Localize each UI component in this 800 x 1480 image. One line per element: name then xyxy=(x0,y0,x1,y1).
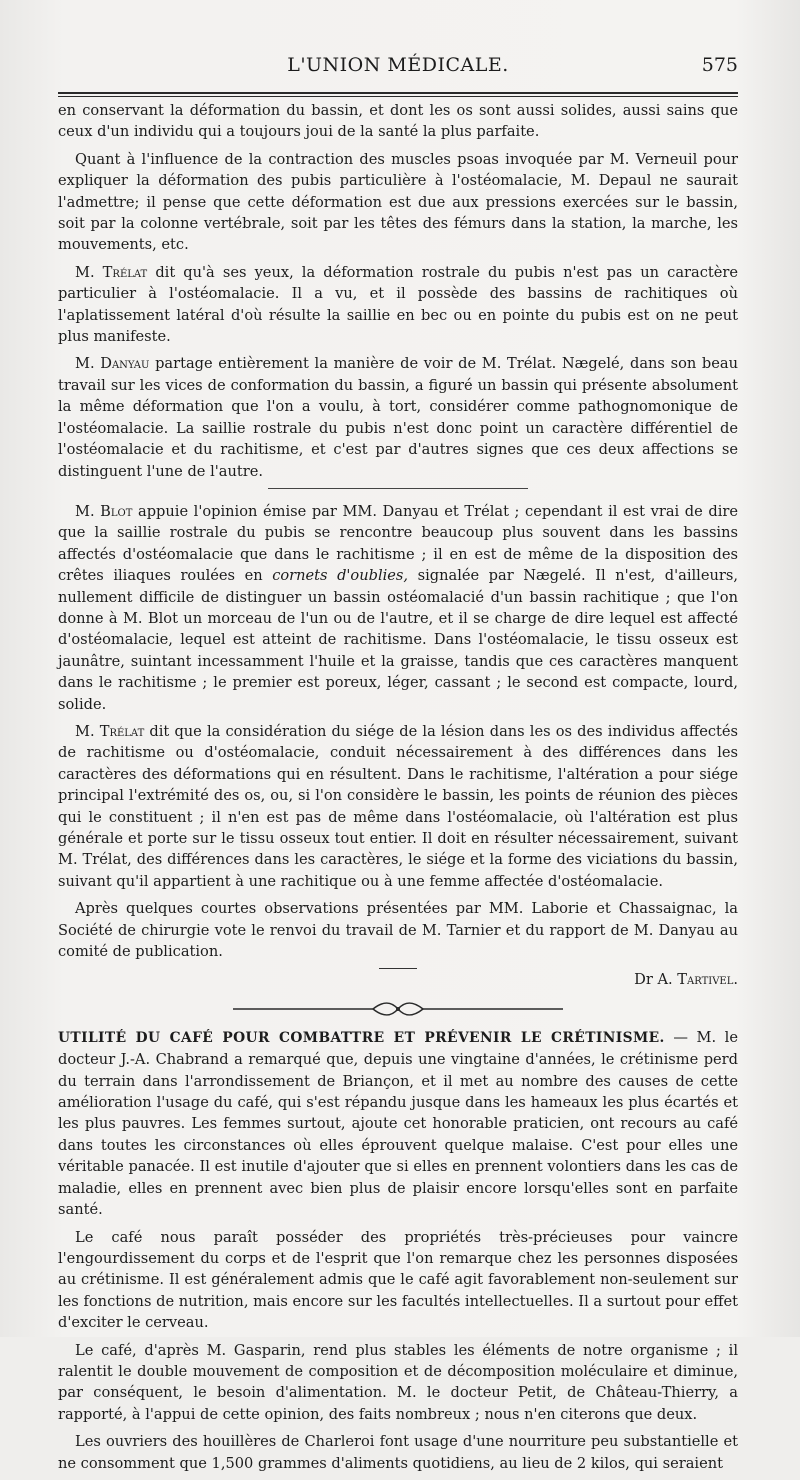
italic-term: cornets d'oublies, xyxy=(272,567,409,585)
paragraph-text: dit que la considération du siége de la lésion dans les os des individus affectés de rachitisme ou d'ostéomalacie, conduit nécessairement à des différences dans les caractères des déformations qui en résultent. Dans le rachitisme, l'altération a pour siége principal l'extrémité des os, ou, si l'on considère le bassin, les points de réunion des pièces qui le constituent ; il n'en est pas de même dans l'ostéomalacie, où l'altération est plus générale et porte sur le tissu osseux tout entier. Il doit en résulter nécessairement, suivant M. Trélat, des différences dans les caractères, le siége et la forme des viciations du bassin, suivant qu'il appartient à une rachitique ou à une femme affectée d'ostéomalacie. xyxy=(58,722,738,890)
paragraph-text: partage entièrement la manière de voir de M. Trélat. Nægelé, dans son beau travail sur les vices de conformation du bassin, a figuré un bassin qui présente absolument la même déformation que l'on a voulu, à tort, considérer comme pathognomonique de l'ostéomalacie. La saillie rostrale du pubis n'est donc point un caractère différentiel de l'ostéomalacie et du rachitisme, et c'est par d'autres signes que ces deux affections se distinguent l'une de l'autre. xyxy=(58,355,738,480)
signature xyxy=(58,969,738,990)
header-rule xyxy=(58,92,738,94)
paragraph-text: — M. le docteur J.-A. Chabrand a remarqué que, depuis une vingtaine d'années, le crétinisme perd du terrain dans l'arrondissement de Briançon, et il met au nombre des causes de cette amélioration l'usage du café, qui s'est répandu jusque dans les hameaux les plus écartés et les plus pauvres. Les femmes surtout, ajoute cet honorable praticien, ont recours au café dans toutes les circonstances où elles éprouvent quelque malaise. C'est pour elles une véritable panacée. Il est inutile d'ajouter que si elles en prennent volontiers dans les cas de maladie, elles en prennent avec bien plus de plaisir encore lorsqu'elles sont en parfaite santé. xyxy=(58,1028,738,1219)
paragraph-text: signalée par Nægelé. Il n'est, d'ailleurs, nullement difficile de distinguer un bassin ostéomalacié d'un bassin rachitique ; que l'on donne à M. Blot un morceau de l'un ou de l'autre, et il se charge de dire lequel est affecté d'ostéomalacie, lequel est atteint de rachitisme. Dans l'ostéomalacie, le tissu osseux est jaunâtre, suintant incessamment l'huile et la graisse, tandis que ces caractères manquent dans le rachitisme ; le premier est poreux, léger, cassant ; le second est compacte, lourd, solide. xyxy=(58,567,738,713)
header-rule-thin xyxy=(58,96,738,97)
speaker-name: M. Trélat xyxy=(75,263,148,281)
section-divider xyxy=(268,488,528,489)
running-title: L'UNION MÉDICALE. xyxy=(287,54,509,76)
page-number: 575 xyxy=(701,54,738,76)
paragraph-cafe-3: Le café, d'après M. Gasparin, rend plus stables les éléments de notre organisme ; il ralentit le double mouvement de composition et de décomposition moléculaire et diminue, par conséquent, le besoin d'alimentation. M. le docteur Petit, de Château-Thierry, a rapporté, à l'appui de cette opinion, des faits nombreux ; nous n'en citerons que deux. xyxy=(58,1341,738,1423)
paragraph-text: appuie l'opinion émise par MM. Danyau et Trélat ; cependant il est vrai de dire que la saillie rostrale du pubis se rencontre beaucoup plus souvent dans les bassins affectés d'ostéomalacie que dans le rachitisme ; il en est de même de la disposition des crêtes iliaques roulées en xyxy=(58,502,738,585)
paragraph-cafe-2: Le café nous paraît posséder des propriétés très-précieuses pour vaincre l'engourdissement du corps et de l'esprit que l'on remarque chez les personnes disposées au crétinisme. Il est généralement admis que le café agit favorablement non-seulement sur les fonctions de nutrition, mais encore sur les facultés intellectuelles. Il a surtout pour effet d'exciter le cerveau. xyxy=(58,1228,738,1332)
paragraph-blot xyxy=(58,501,738,715)
signature-prefix: Dr A. xyxy=(634,971,678,989)
paragraph-trelat-1 xyxy=(58,262,738,348)
paragraph-danyau xyxy=(58,353,738,481)
ornament-flourish-icon xyxy=(233,1001,563,1017)
paragraph-continuation: en conservant la déformation du bassin, et dont les os sont aussi solides, aussi sains que ceux d'un individu qui a toujours joui de la santé la plus parfaite. xyxy=(58,102,738,141)
paragraph-conclusion: Après quelques courtes observations présentées par MM. Laborie et Chassaignac, la Société de chirurgie vote le renvoi du travail de M. Tarnier et du rapport de M. Danyau au comité de publication. xyxy=(58,900,738,961)
page-header xyxy=(58,52,738,82)
paragraph-cafe-intro xyxy=(58,1027,738,1221)
paragraph-trelat-2 xyxy=(58,721,738,892)
paragraph-text: dit qu'à ses yeux, la déformation rostrale du pubis n'est pas un caractère particulier à l'ostéomalacie. Il a vu, et il possède des bassins de rachitiques où l'aplatissement latéral d'où résulte la saillie en bec ou en pointe du pubis est on ne peut plus manifeste. xyxy=(58,263,738,346)
section-headline: UTILITÉ DU CAFÉ POUR COMBATTRE ET PRÉVENIR LE CRÉTINISME. xyxy=(58,1029,665,1046)
speaker-name: M. Blot xyxy=(75,502,133,520)
paragraph-cafe-4: Les ouvriers des houillères de Charleroi font usage d'une nourriture peu substantielle et ne consomment que 1,500 grammes d'aliments quotidiens, au lieu de 2 kilos, qui seraient xyxy=(58,1433,738,1472)
speaker-name: M. Trélat xyxy=(75,722,145,740)
ornamental-divider xyxy=(58,1001,738,1019)
signature-name: Tartivel. xyxy=(677,971,738,989)
speaker-name: M. Danyau xyxy=(75,355,150,373)
paragraph-depaul: Quant à l'influence de la contraction des muscles psoas invoquée par M. Verneuil pour expliquer la déformation des pubis particulière à l'ostéomalacie, M. Depaul ne saurait l'admettre; il pense que cette déformation est due aux pressions exercées sur le bassin, soit par la colonne vertébrale, soit par les têtes des fémurs dans la station, la marche, les mouvements, etc. xyxy=(58,150,738,254)
article-body xyxy=(58,100,738,1480)
